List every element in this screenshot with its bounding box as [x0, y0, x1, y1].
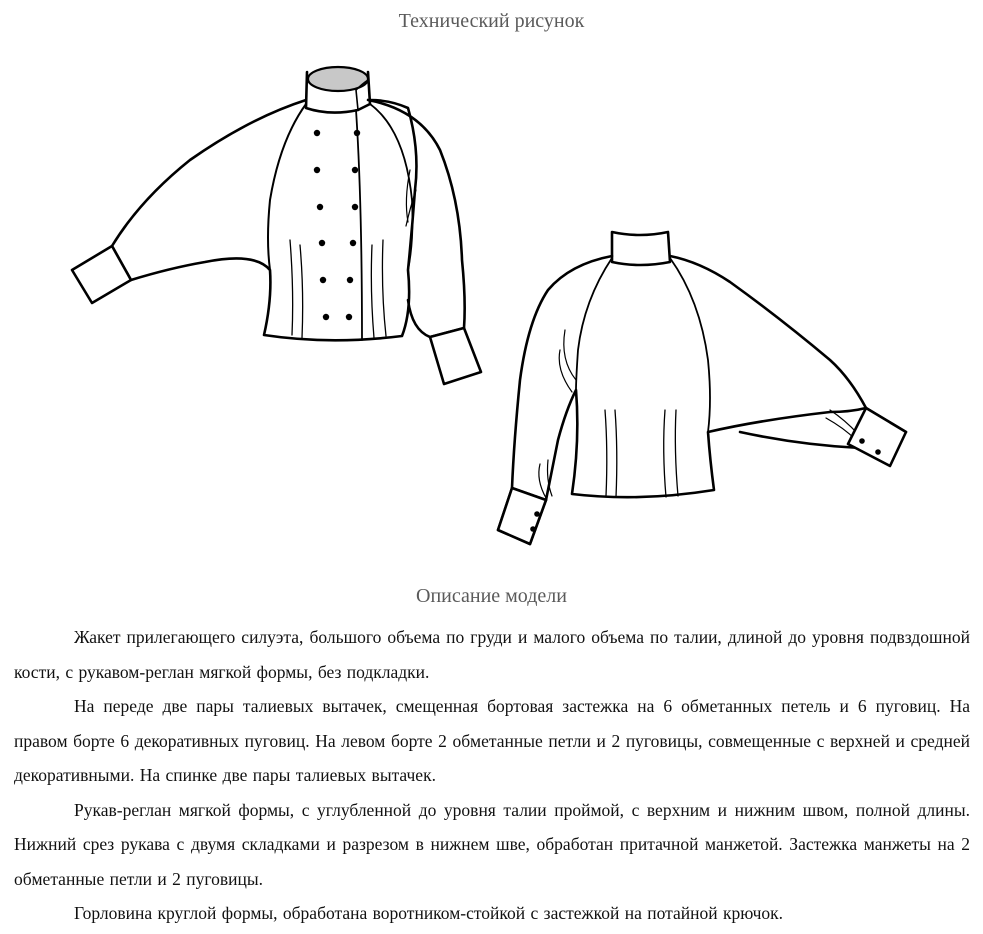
paragraph-front: На переде две пары талиевых вытачек, смещенная бортовая застежка на 6 обметанных петель и 6 пуговиц. На правом борте 6 декоративных пуговиц. На левом борте 2 обметанные петли и 2 пуговицы, совмещенные с верхней и средней декоративными. На спинке две пары талиевых вытачек.	[14, 696, 970, 785]
jacket-front-view	[72, 67, 481, 384]
front-body	[112, 100, 416, 340]
description-title: Описание модели	[416, 585, 567, 607]
front-cuff-left	[72, 246, 131, 303]
description-text	[14, 620, 970, 931]
front-sleeve-right	[368, 100, 465, 337]
jacket-back-view	[498, 232, 906, 544]
paragraph-silhouette: Жакет прилегающего силуэта, большого объема по груди и малого объема по талии, длиной до уровня подвздошной кости, с рукавом-реглан мягкой формы, без подкладки.	[14, 627, 970, 682]
technical-drawing-title: Технический рисунок	[398, 10, 585, 32]
technical-drawing	[0, 40, 983, 580]
back-collar	[612, 232, 670, 265]
paragraph-sleeve: Рукав-реглан мягкой формы, с углубленной до уровня талии проймой, с верхним и нижним швом, полной длины. Нижний срез рукава с двумя складками и разрезом в нижнем шве, обработан притачной манжетой. Застежка манжеты на 2 обметанные петли и 2 пуговицы.	[14, 799, 970, 889]
front-cuff-right	[430, 328, 481, 384]
paragraph-neckline: Горловина круглой формы, обработана воротником-стойкой с застежкой на потайной крючок.	[74, 903, 784, 923]
back-cuff-right	[848, 408, 906, 466]
front-buttons	[314, 130, 360, 320]
back-cuff-buttons	[530, 438, 881, 532]
